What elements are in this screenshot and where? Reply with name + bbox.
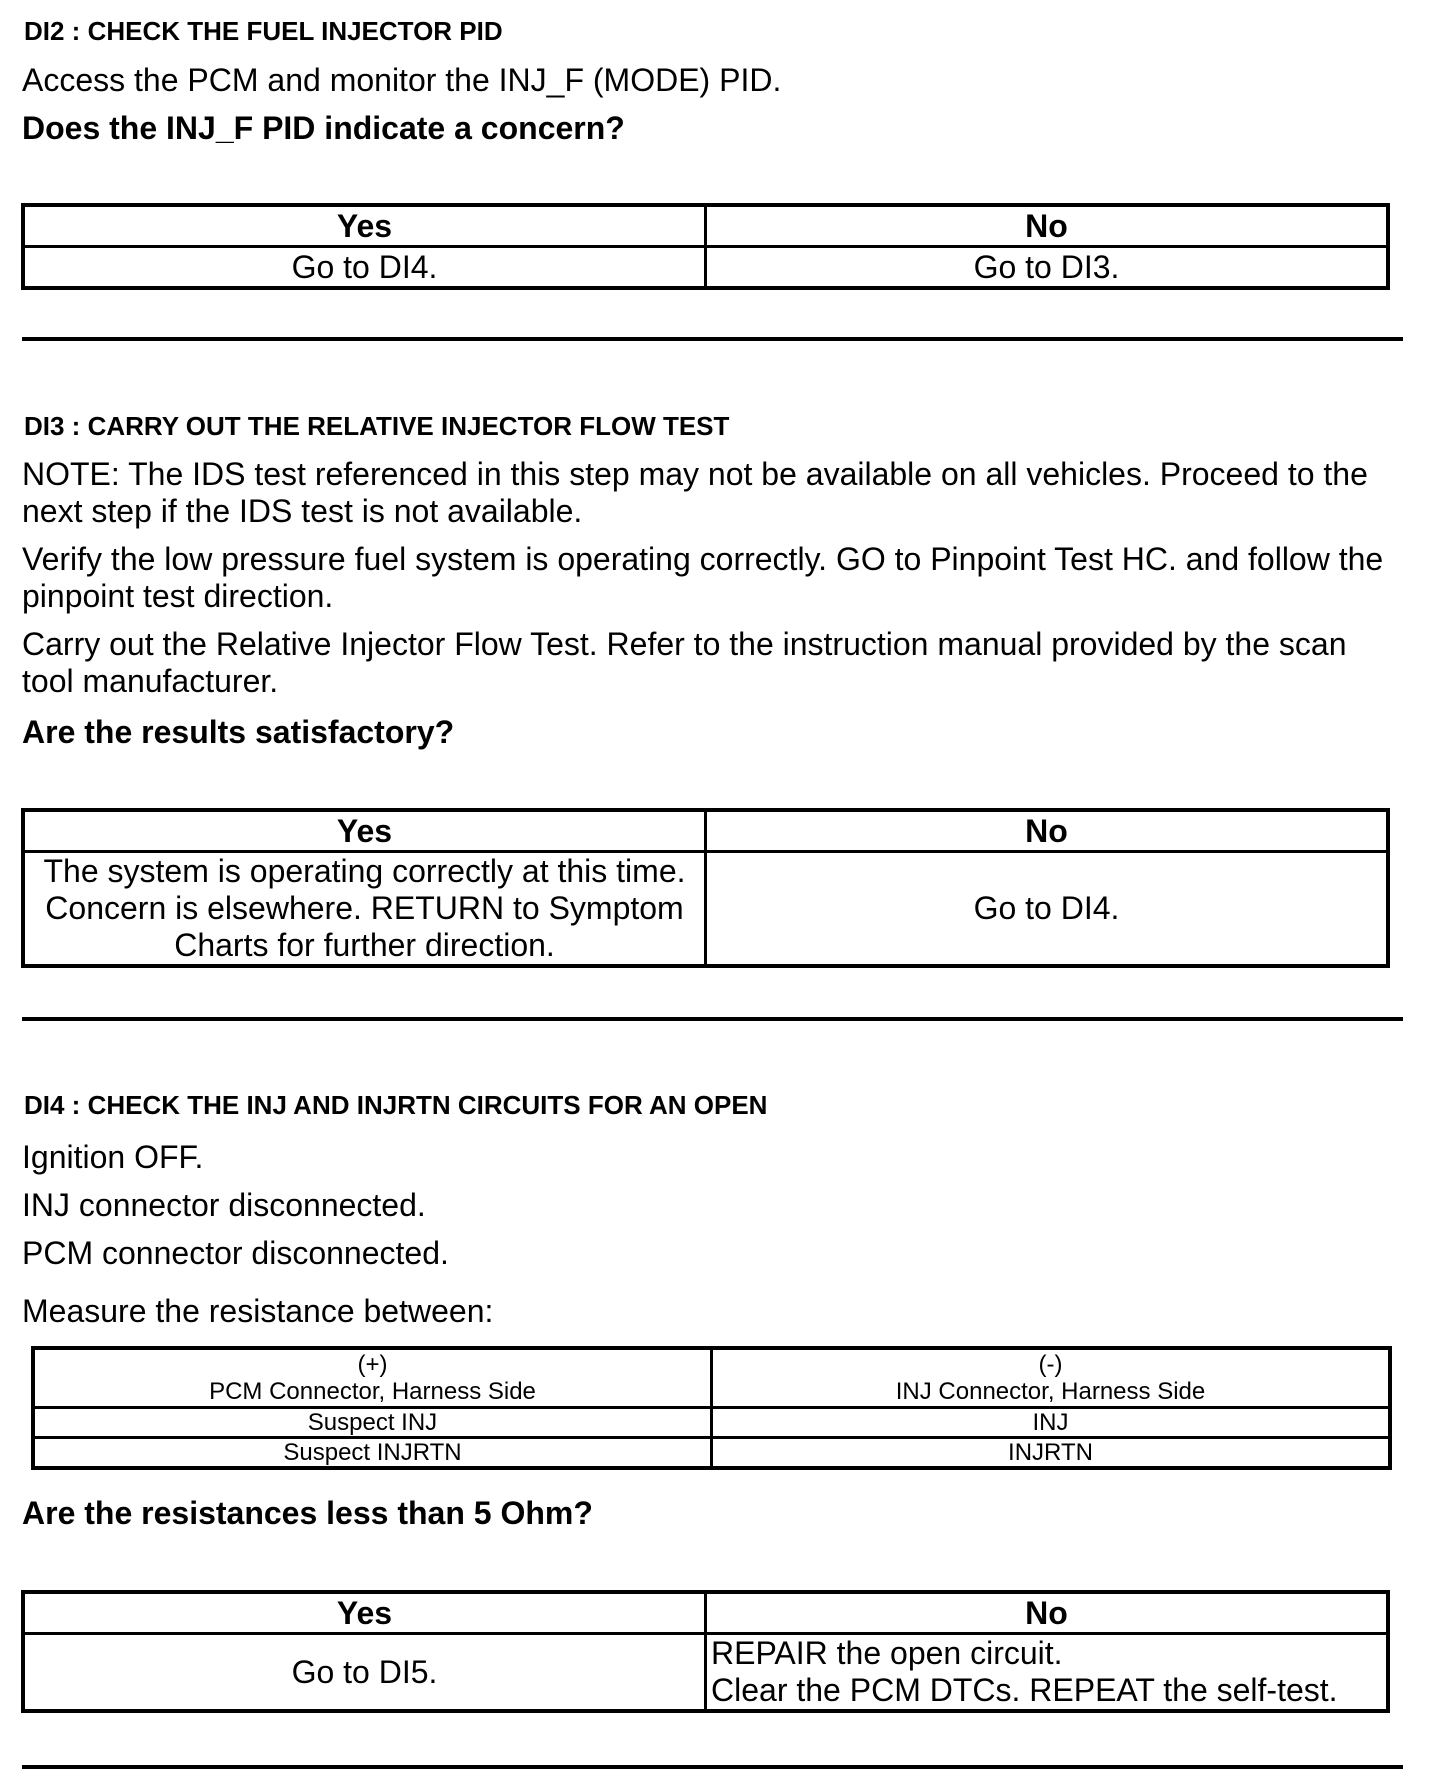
di4-yes-action: Go to DI5. bbox=[23, 1634, 706, 1712]
di4-no-line-2: Clear the PCM DTCs. REPEAT the self-test. bbox=[711, 1672, 1338, 1708]
di3-question: Are the results satisfactory? bbox=[22, 714, 455, 750]
measure-col-positive bbox=[33, 1348, 712, 1408]
di3-yes-header: Yes bbox=[23, 810, 706, 852]
di4-step-inj-connector: INJ connector disconnected. bbox=[22, 1187, 426, 1223]
section-divider bbox=[22, 1017, 1403, 1021]
di3-yes-action bbox=[23, 852, 706, 967]
di2-heading: DI2 : CHECK THE FUEL INJECTOR PID bbox=[24, 16, 503, 46]
table-cell: INJRTN bbox=[712, 1438, 1391, 1469]
di4-step-ignition: Ignition OFF. bbox=[22, 1139, 204, 1175]
di2-question: Does the INJ_F PID indicate a concern? bbox=[22, 110, 625, 146]
di3-instruction-1: Verify the low pressure fuel system is operating correctly. GO to Pinpoint Test HC. and follow the pinpoint test direction. bbox=[22, 541, 1384, 614]
negative-symbol: (-) bbox=[1038, 1351, 1063, 1378]
di4-no-line-1: REPAIR the open circuit. bbox=[711, 1635, 1063, 1671]
table-cell: Suspect INJ bbox=[33, 1408, 712, 1438]
di3-instruction-2: Carry out the Relative Injector Flow Test. Refer to the instruction manual provided by the scan tool manufacturer. bbox=[22, 626, 1347, 699]
di3-heading: DI3 : CARRY OUT THE RELATIVE INJECTOR FLOW TEST bbox=[24, 411, 730, 441]
di3-no-header: No bbox=[706, 810, 1389, 852]
di4-no-action bbox=[706, 1634, 1389, 1712]
di2-result-table bbox=[21, 203, 1390, 290]
di4-result-table bbox=[21, 1590, 1390, 1713]
positive-symbol: (+) bbox=[357, 1351, 388, 1378]
di3-note: NOTE: The IDS test referenced in this step may not be available on all vehicles. Proceed to the next step if the IDS test is not available. bbox=[22, 456, 1368, 529]
di4-no-header: No bbox=[706, 1592, 1389, 1634]
table-cell: INJ bbox=[712, 1408, 1391, 1438]
table-row bbox=[33, 1438, 1390, 1469]
negative-header: INJ Connector, Harness Side bbox=[895, 1378, 1206, 1405]
section-divider bbox=[22, 1765, 1403, 1769]
di3-yes-line-2: Concern is elsewhere. RETURN to Symptom bbox=[45, 890, 684, 926]
di4-measure-table bbox=[31, 1346, 1392, 1470]
di3-yes-line-3: Charts for further direction. bbox=[174, 927, 555, 963]
di3-result-table bbox=[21, 808, 1390, 968]
table-row bbox=[33, 1408, 1390, 1438]
di2-instruction: Access the PCM and monitor the INJ_F (MODE) PID. bbox=[22, 62, 782, 98]
section-divider bbox=[22, 337, 1403, 341]
di3-no-action: Go to DI4. bbox=[706, 852, 1389, 967]
di2-no-action: Go to DI3. bbox=[706, 247, 1389, 289]
di4-yes-header: Yes bbox=[23, 1592, 706, 1634]
di2-yes-header: Yes bbox=[23, 205, 706, 247]
positive-header: PCM Connector, Harness Side bbox=[209, 1378, 536, 1405]
di3-yes-line-1: The system is operating correctly at this time. bbox=[43, 853, 686, 889]
di2-no-header: No bbox=[706, 205, 1389, 247]
di2-yes-action: Go to DI4. bbox=[23, 247, 706, 289]
di4-measure-label: Measure the resistance between: bbox=[22, 1293, 494, 1329]
table-cell: Suspect INJRTN bbox=[33, 1438, 712, 1469]
di4-step-pcm-connector: PCM connector disconnected. bbox=[22, 1235, 449, 1271]
di4-question: Are the resistances less than 5 Ohm? bbox=[22, 1495, 593, 1531]
di4-heading: DI4 : CHECK THE INJ AND INJRTN CIRCUITS FOR AN OPEN bbox=[24, 1090, 768, 1120]
measure-col-negative bbox=[712, 1348, 1391, 1408]
